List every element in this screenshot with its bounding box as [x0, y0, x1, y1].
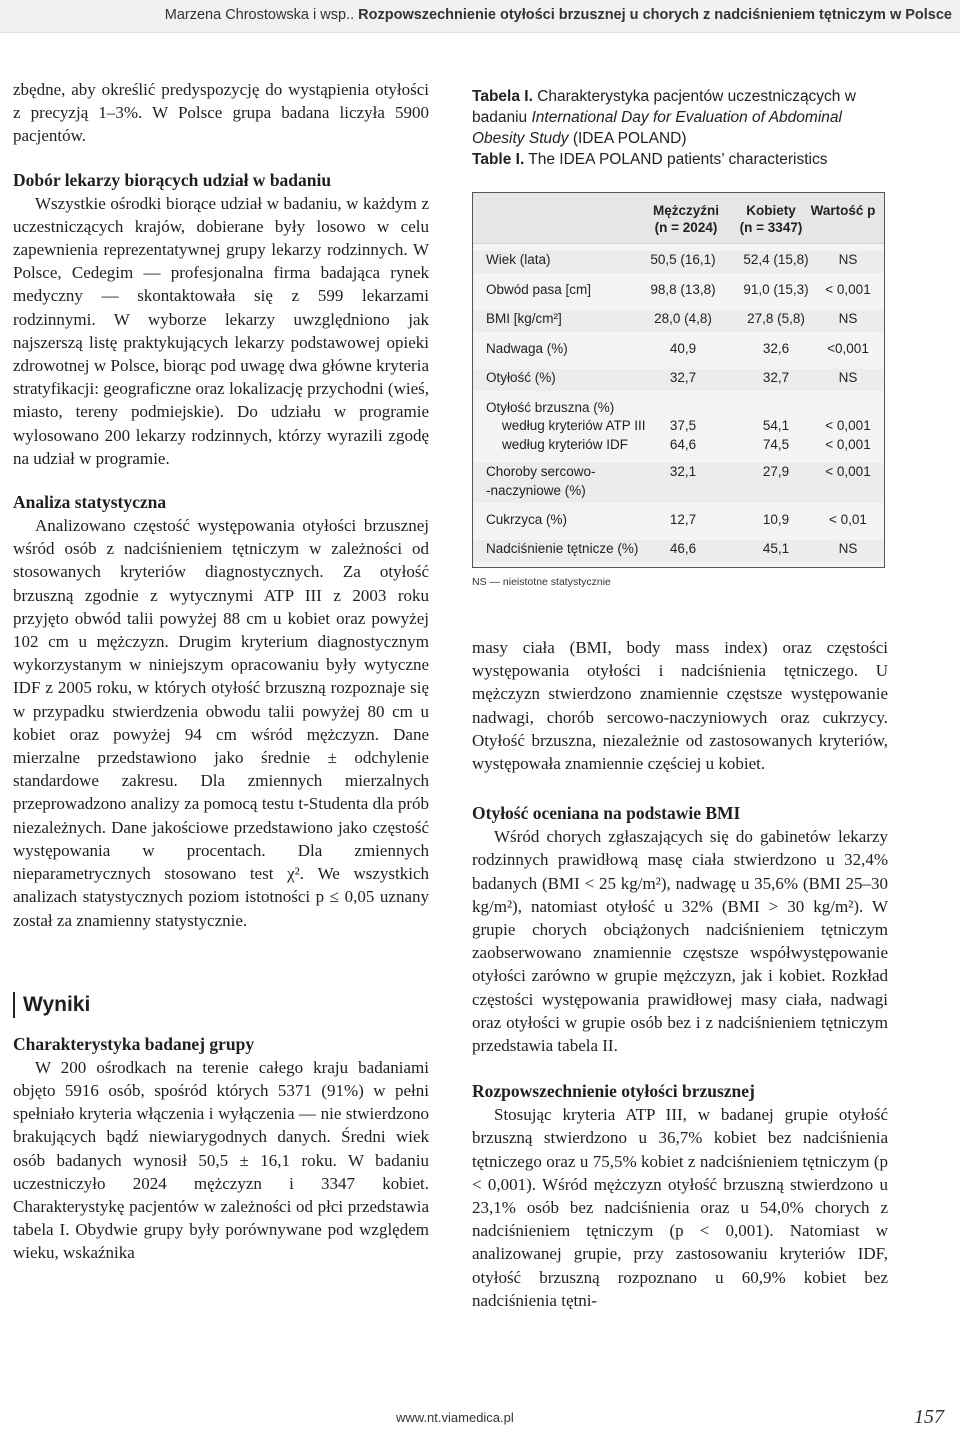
col-header-men [641, 202, 731, 236]
table-row [473, 310, 884, 332]
cell-label: Nadciśnienie tętnicze (%) [486, 541, 639, 556]
cell-label: Cukrzyca (%) [486, 512, 568, 527]
cell-label: Otyłość brzuszna (%) [486, 400, 615, 415]
cell-men: 40,9 [669, 341, 697, 356]
caption-en [472, 149, 892, 170]
paragraph-dobor: Wszystkie ośrodki biorące udział w badaniu, w każdym z uczestniczących krajów, dobierane były losowo w celu zapewnienia reprezentatywnej grupy lekarzy rodzinnych. W Polsce, Cedegim — profesjonalna firma badająca rynek medyczny — skontaktowała się z 599 lekarzami rodzinnymi. W wyborze lekarzy uwzględniono jak najszerszą listę praktykujących lekarzy podstawowej opieki zdrowotnej w Polsce, biorąc pod uwagę dwa główne kryteria stratyfikacji: geograficzne oraz lokalizację przychodni (wieś, miasto, tereny podmiejskie). Do udziału w programie wylosowano 200 lekarzy rodzinnych, którzy wyrazili zgodę na udział w programie. [13, 193, 429, 468]
caption-pl-tail: (IDEA POLAND) [572, 130, 687, 147]
cell-sublabel: według kryteriów ATP III [502, 418, 646, 433]
caption-pl-italic: International Day for Evaluation of Abdominal Obesity Study [472, 109, 842, 147]
table-footnote: NS — nieistotne statystycznie [472, 576, 611, 588]
cell-pvalue: < 0,001 [825, 418, 871, 433]
table-row [473, 281, 884, 303]
cell-label: Obwód pasa [cm] [486, 282, 592, 297]
cell-women: 27,9 [762, 464, 790, 479]
cell-men: 50,5 (16,1) [650, 252, 716, 267]
table-row [473, 340, 884, 362]
col-header-women [731, 202, 811, 236]
caption-pl-text: Charakterystyka pacjentów uczestniczących w badaniu [472, 88, 856, 126]
table-row [473, 369, 884, 391]
cell-pvalue: NS [838, 541, 858, 556]
cell-pvalue: < 0,01 [829, 512, 867, 527]
cell-pvalue: <0,001 [827, 341, 869, 356]
table-row [473, 511, 884, 533]
col-header-men-label: Mężczyźni [652, 203, 720, 218]
table-header [473, 193, 884, 244]
cell-men: 32,7 [669, 370, 697, 385]
cell-pvalue: NS [838, 252, 858, 267]
caption-en-text: The IDEA POLAND patients’ characteristics [528, 151, 828, 168]
paragraph-rozpowszechnienie: Stosując kryteria ATP III, w badanej grupie otyłość brzuszną stwierdzono u 36,7% kobiet bez nadciśnienia tętniczego oraz u 75,5% kobiet z nadciśnieniem tętniczym (p < 0,001). Wśród mężczyzn otyłość brzuszną stwierdzono u 23,1% osób bez nadciśnienia oraz u 54,0% chorych z nadciśnieniem tętniczym (p < 0,001). Natomiast w analizowanej grupie, przy zastosowaniu kryteriów IDF, otyłość brzuszną rozpoznano u 60,9% kobiet bez nadciśnienia tętni- [472, 1105, 888, 1310]
table-row [473, 540, 884, 562]
cell-label-cont: -naczyniowe (%) [486, 483, 586, 498]
heading-analiza: Analiza statystyczna [13, 492, 167, 513]
cell-men: 98,8 (13,8) [650, 282, 716, 297]
cell-label: Wiek (lata) [486, 252, 551, 267]
cell-pvalue: < 0,001 [825, 282, 871, 297]
running-header: Marzena Chrostowska i wsp.. Rozpowszechnienie otyłości brzusznej u chorych z nadciśnieniem tętniczym w Polsce [0, 0, 960, 33]
cell-women: 32,7 [762, 370, 790, 385]
cell-women: 27,8 (5,8) [747, 311, 805, 326]
paragraph-intro: zbędne, aby określić predyspozycję do wystąpienia otyłości z precyzją 1–3%. W Polsce grupa badana liczyła 5900 pacjentów. [13, 80, 429, 146]
table-caption [472, 86, 892, 170]
characteristics-table [472, 192, 885, 568]
cell-pvalue: < 0,001 [825, 464, 871, 479]
caption-en-label: Table I. [472, 151, 525, 168]
left-column [13, 78, 429, 1265]
page-number: 157 [914, 1406, 944, 1428]
cell-men: 12,7 [669, 512, 697, 527]
cell-men: 37,5 [669, 418, 697, 433]
cell-men: 46,6 [669, 541, 697, 556]
cell-label: BMI [kg/cm²] [486, 311, 562, 326]
cell-women: 91,0 (15,3) [743, 282, 809, 297]
col-header-pvalue: Wartość p [810, 203, 876, 218]
cell-pvalue: NS [838, 311, 858, 326]
heading-bmi: Otyłość oceniana na podstawie BMI [472, 803, 741, 824]
heading-charakterystyka: Charakterystyka badanej grupy [13, 1033, 255, 1054]
col-header-men-n: (n = 2024) [654, 220, 718, 235]
cell-women: 54,1 [762, 418, 790, 433]
header-authors: Marzena Chrostowska i wsp. [164, 7, 351, 23]
col-header-women-n: (n = 3347) [739, 220, 803, 235]
cell-men: 64,6 [669, 437, 697, 452]
heading-rozpowszechnienie: Rozpowszechnienie otyłości brzusznej [472, 1081, 755, 1102]
cell-label: Otyłość (%) [486, 370, 556, 385]
paragraph-charakterystyka: W 200 ośrodkach na terenie całego kraju badaniami objęto 5916 osób, spośród których 5371 (91%) w pełni spełniało kryteria włączenia i wyłączenia — nie stwierdzono brakujących bądź niewiarygodnych danych. Średni wiek osób badanych wynosił 50,5 ± 16,1 roku. W badaniu uczestniczyło 2024 mężczyzn i 3347 kobiet. Charakterystykę pacjentów w zależności od płci przedstawia tabela I. Obydwie grupy były porównywane pod względem wieku, wskaźnika [13, 1057, 429, 1263]
cell-men: 28,0 (4,8) [654, 311, 712, 326]
cell-label: Nadwaga (%) [486, 341, 568, 356]
cell-women: 52,4 (15,8) [743, 252, 809, 267]
col-header-women-label: Kobiety [746, 203, 796, 218]
cell-women: 32,6 [762, 341, 790, 356]
header-title: Rozpowszechnienie otyłości brzusznej u chorych z nadciśnieniem tętniczym w Polsce [358, 7, 952, 23]
cell-women: 45,1 [762, 541, 790, 556]
cell-women: 74,5 [762, 437, 790, 452]
paragraph-continuation: masy ciała (BMI, body mass index) oraz częstości występowania otyłości i nadciśnienia tętniczego. U mężczyzn stwierdzono znamiennie częstsze występowanie nadwagi, chorób sercowo-naczyniowych oraz cukrzycy. Otyłość brzuszna, niezależnie od zastosowanych kryteriów, występowała znamiennie częściej u kobiet. [472, 638, 888, 774]
heading-wyniki: Wyniki [13, 992, 429, 1018]
cell-sublabel: według kryteriów IDF [502, 437, 629, 452]
cell-men: 32,1 [669, 464, 697, 479]
cell-pvalue: < 0,001 [825, 437, 871, 452]
table-row [473, 399, 884, 457]
cell-label: Choroby sercowo- [486, 464, 596, 479]
table-row [473, 463, 884, 503]
footer-url: www.nt.viamedica.pl [396, 1410, 514, 1425]
heading-dobor: Dobór lekarzy biorących udział w badaniu [13, 169, 332, 190]
right-column [472, 636, 888, 1312]
cell-pvalue: NS [838, 370, 858, 385]
caption-pl-label: Tabela I. [472, 88, 533, 105]
paragraph-bmi: Wśród chorych zgłaszających się do gabinetów lekarzy rodzinnych prawidłową masę ciała stwierdzono u 32,4% badanych (BMI < 25 kg/m²), nadwagę u 35,6% (BMI 25–30 kg/m²), natomiast otyłość u 32% (BMI > 30 kg/m²). W grupie chorych obciążonych nadciśnieniem tętniczym zaobserwowano znamiennie częstsze współwystępowanie otyłości zarówno w grupie mężczyzn, jak i kobiet. Rozkład częstości występowania prawidłowej masy ciała, nadwagi oraz otyłości w grupie osób bez i z nadciśnieniem tętniczym przedstawia tabela II. [472, 827, 888, 1056]
paragraph-analiza: Analizowano częstość występowania otyłości brzusznej wśród osób z nadciśnieniem tętniczym w zależności od stosowanych kryteriów diagnostycznych. Za otyłość brzuszną zgodnie z wytycznymi ATP III z 2003 roku przyjęto obwód talii powyżej 88 cm u kobiet oraz powyżej 102 cm u mężczyzn. Drugim kryterium diagnostycznym wykorzystanym w niniejszym opracowaniu były wytyczne IDF z 2005 roku, w których otyłość brzuszną rozpoznaje się w przypadku stwierdzenia obwodu talii powyżej 80 cm u kobiet oraz powyżej 94 cm wśród mężczyzn. Dane mierzalne przedstawiono jako średnie ± odchylenie standardowe zakresu. Dla zmiennych mierzalnych przeprowadzono analizy za pomocą testu t-Studenta dla prób niezależnych. Dane jakościowe przedstawiono jako częstość występowania w procentach. Dla zmiennych nieparametrycznych stosowano test χ². We wszystkich analizach statystycznych poziom istotności p ≤ 0,05 uznany został za znamienny statystycznie. [13, 516, 429, 930]
cell-women: 10,9 [762, 512, 790, 527]
caption-pl [472, 86, 892, 149]
table-row [473, 251, 884, 273]
